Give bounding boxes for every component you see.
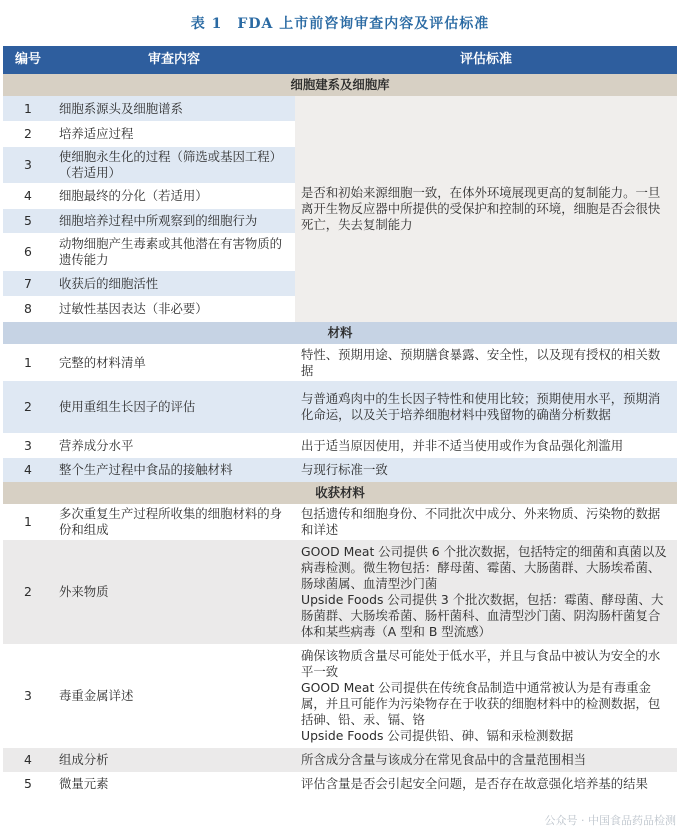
table-row [3, 381, 677, 433]
row-criteria [295, 644, 677, 748]
table-header-row [3, 46, 677, 74]
criteria-line: GOOD Meat 公司提供 6 个批次数据，包括特定的细菌和真菌以及病毒检测。微生物包括：酵母菌、霉菌、大肠菌群、大肠埃希菌、肠球菌属、血清型沙门菌 [301, 544, 667, 591]
table-row [3, 433, 677, 458]
section-row-cell-bank [3, 74, 677, 96]
row-number: 8 [3, 296, 53, 322]
row-number: 7 [3, 271, 53, 296]
row-content: 培养适应过程 [53, 121, 295, 147]
row-content: 细胞培养过程中所观察到的细胞行为 [53, 209, 295, 233]
table-row [3, 458, 677, 482]
section-title: 细胞建系及细胞库 [3, 74, 677, 96]
table-row [3, 644, 677, 748]
row-criteria: 所含成分含量与该成分在常见食品中的含量范围相当 [295, 748, 677, 772]
row-number: 3 [3, 147, 53, 183]
row-number: 2 [3, 121, 53, 147]
row-content: 外来物质 [53, 540, 295, 644]
row-content: 组成分析 [53, 748, 295, 772]
row-content: 完整的材料清单 [53, 344, 295, 381]
row-criteria [295, 540, 677, 644]
row-criteria: 与普通鸡肉中的生长因子特性和使用比较；预期使用水平，预期消化命运，以及关于培养细胞材料中残留物的确凿分析数据 [295, 381, 677, 433]
row-content: 细胞系源头及细胞谱系 [53, 96, 295, 121]
row-content: 营养成分水平 [53, 433, 295, 458]
table-caption: 表 1 FDA 上市前咨询审查内容及评估标准 [190, 16, 490, 32]
header-content: 审查内容 [53, 46, 295, 74]
row-number: 3 [3, 644, 53, 748]
row-number: 4 [3, 458, 53, 482]
merged-criteria: 是否和初始来源细胞一致，在体外环境展现更高的复制能力。一旦离开生物反应器中所提供的受保护和控制的环境，细胞是否会很快死亡，失去复制能力 [295, 96, 677, 322]
table-row [3, 540, 677, 644]
row-number: 1 [3, 344, 53, 381]
row-content: 收获后的细胞活性 [53, 271, 295, 296]
row-content: 多次重复生产过程所收集的细胞材料的身份和组成 [53, 504, 295, 540]
row-criteria: 与现行标准一致 [295, 458, 677, 482]
table-row [3, 344, 677, 381]
row-criteria: 出于适当原因使用，并非不适当使用或作为食品强化剂滥用 [295, 433, 677, 458]
row-content: 使用重组生长因子的评估 [53, 381, 295, 433]
row-content: 动物细胞产生毒素或其他潜在有害物质的遗传能力 [53, 233, 295, 271]
section-row-materials [3, 322, 677, 344]
row-criteria: 特性、预期用途、预期膳食暴露、安全性，以及现有授权的相关数据 [295, 344, 677, 381]
row-number: 5 [3, 772, 53, 796]
row-criteria: 评估含量是否会引起安全问题，是否存在故意强化培养基的结果 [295, 772, 677, 796]
row-number: 1 [3, 96, 53, 121]
row-content: 过敏性基因表达（非必要） [53, 296, 295, 322]
criteria-line: Upside Foods 公司提供 3 个批次数据，包括：霉菌、酵母菌、大肠菌群、大肠埃希菌、肠杆菌科、血清型沙门菌、阴沟肠杆菌复合体和某些病毒（A 型和 B 型流感） [301, 592, 664, 639]
criteria-line: GOOD Meat 公司提供在传统食品制造中通常被认为是有毒重金属，并且可能作为污染物存在于收获的细胞材料中的检测数据，包括砷、铅、汞、镉、铬 [301, 680, 661, 727]
row-criteria: 包括遗传和细胞身份、不同批次中成分、外来物质、污染物的数据和详述 [295, 504, 677, 540]
criteria-line: 确保该物质含量尽可能处于低水平，并且与食品中被认为安全的水平一致 [301, 648, 661, 679]
row-content: 毒重金属详述 [53, 644, 295, 748]
section-row-harvested [3, 482, 677, 504]
row-number: 2 [3, 381, 53, 433]
row-content: 微量元素 [53, 772, 295, 796]
row-content: 使细胞永生化的过程（筛选或基因工程）（若适用） [53, 147, 295, 183]
table-row [3, 504, 677, 540]
row-number: 3 [3, 433, 53, 458]
section-title: 收获材料 [3, 482, 677, 504]
table-row [3, 96, 677, 121]
row-number: 2 [3, 540, 53, 644]
header-number: 编号 [3, 46, 53, 74]
criteria-line: Upside Foods 公司提供铅、砷、镉和汞检测数据 [301, 728, 574, 743]
review-table [3, 46, 677, 796]
row-content: 细胞最终的分化（若适用） [53, 183, 295, 209]
row-number: 4 [3, 748, 53, 772]
watermark: 公众号 · 中国食品药品检测 [544, 814, 676, 827]
row-content: 整个生产过程中食品的接触材料 [53, 458, 295, 482]
row-number: 4 [3, 183, 53, 209]
section-title: 材料 [3, 322, 677, 344]
row-number: 1 [3, 504, 53, 540]
row-number: 5 [3, 209, 53, 233]
table-row [3, 772, 677, 796]
row-number: 6 [3, 233, 53, 271]
header-criteria: 评估标准 [295, 46, 677, 74]
table-row [3, 748, 677, 772]
